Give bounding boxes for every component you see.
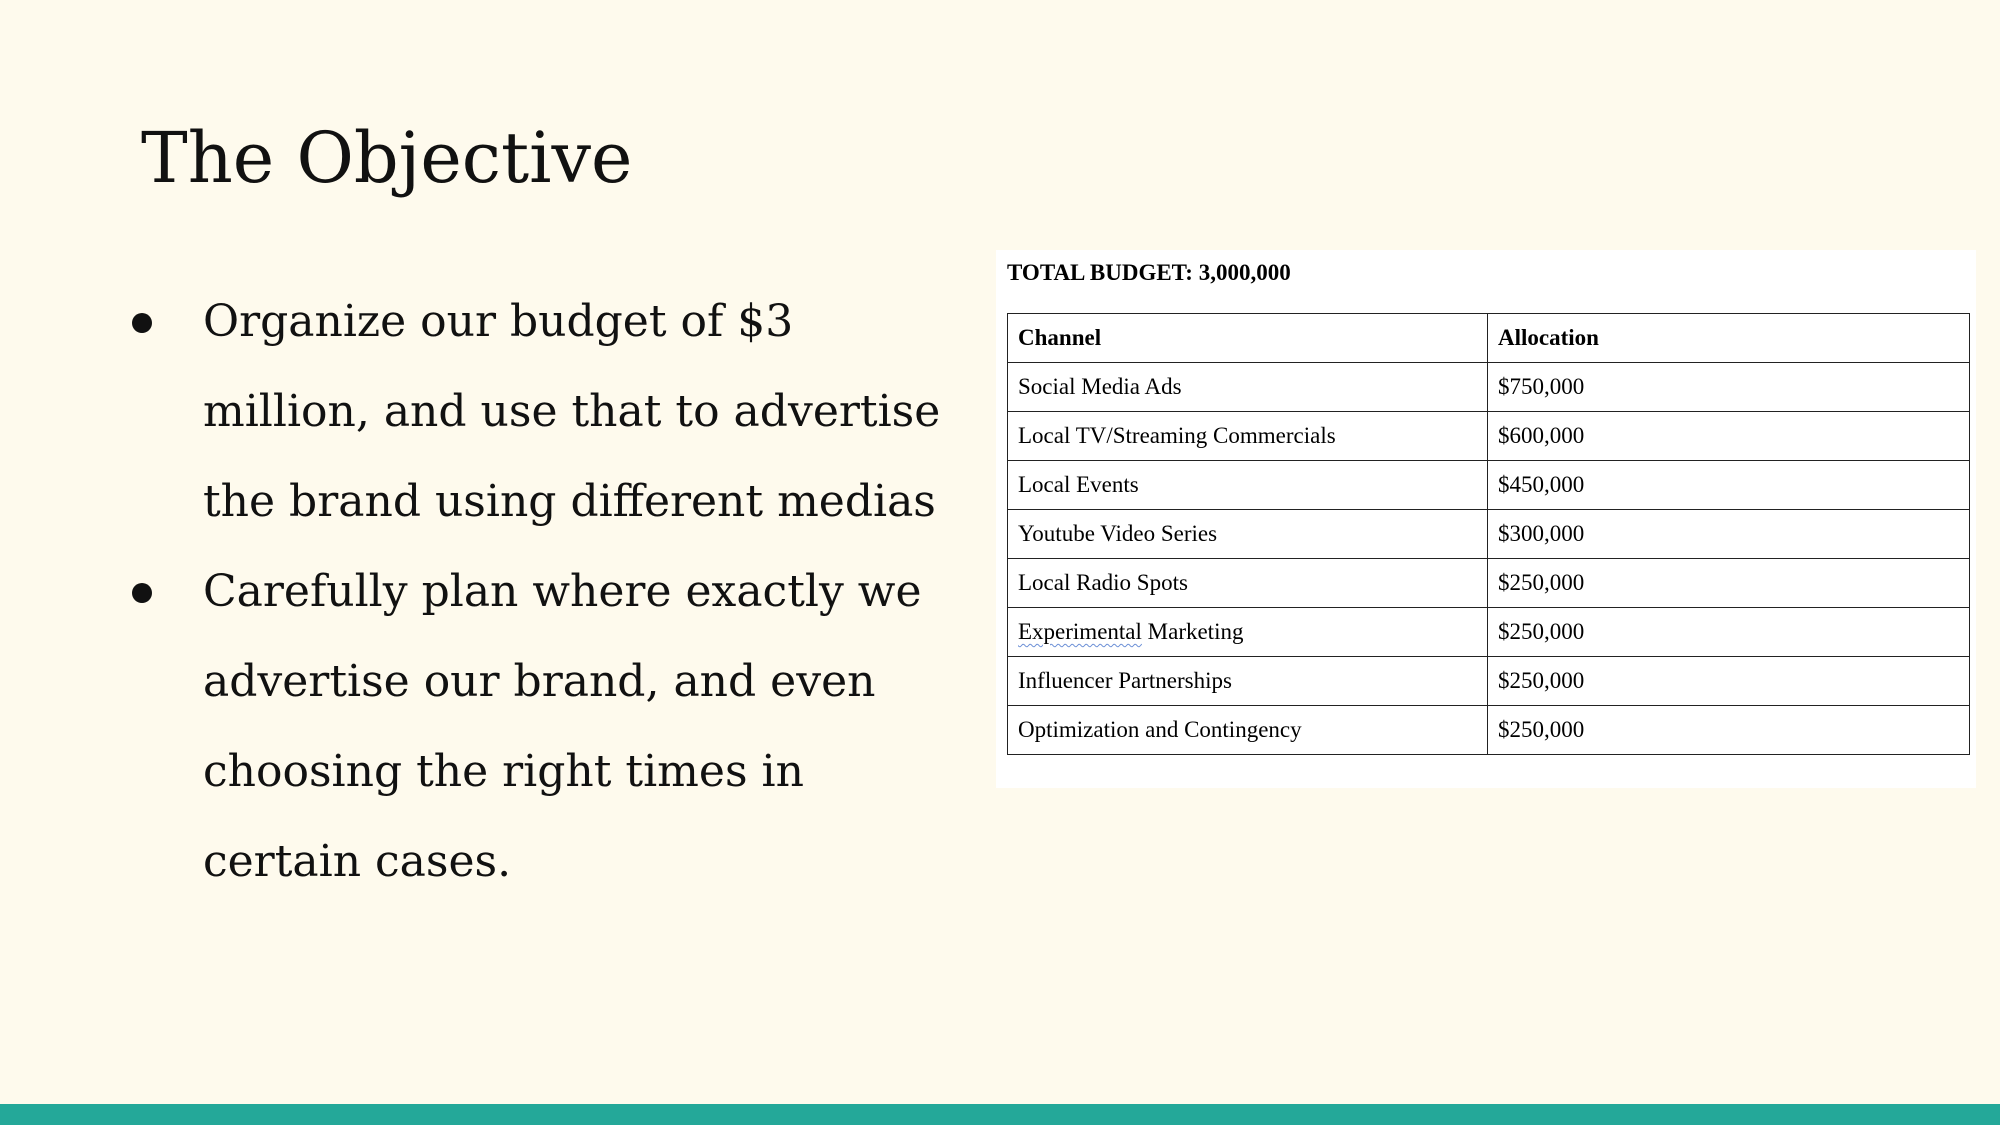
- table-row: [1008, 657, 1970, 706]
- channel-cell: Local TV/Streaming Commercials: [1008, 412, 1488, 461]
- slide-title: The Objective: [141, 117, 633, 199]
- column-header-allocation: Allocation: [1488, 314, 1970, 363]
- spellcheck-underlined-word: Experimental: [1018, 619, 1142, 644]
- budget-table: [1007, 313, 1970, 755]
- table-row: [1008, 706, 1970, 755]
- table-row: [1008, 608, 1970, 657]
- channel-cell: Youtube Video Series: [1008, 510, 1488, 559]
- channel-cell: Local Radio Spots: [1008, 559, 1488, 608]
- table-row: [1008, 510, 1970, 559]
- allocation-cell: $450,000: [1488, 461, 1970, 510]
- table-row: [1008, 461, 1970, 510]
- budget-table-image: [996, 250, 1976, 788]
- channel-cell: Influencer Partnerships: [1008, 657, 1488, 706]
- table-header-row: [1008, 314, 1970, 363]
- channel-cell: Optimization and Contingency: [1008, 706, 1488, 755]
- table-row: [1008, 363, 1970, 412]
- column-header-channel: Channel: [1008, 314, 1488, 363]
- channel-cell: [1008, 608, 1488, 657]
- table-row: [1008, 412, 1970, 461]
- bullet-dot-icon: [132, 583, 152, 603]
- bullet-item: [130, 277, 960, 547]
- allocation-cell: $250,000: [1488, 657, 1970, 706]
- allocation-cell: $300,000: [1488, 510, 1970, 559]
- bullet-list: [130, 277, 960, 907]
- bullet-item: [130, 547, 960, 907]
- channel-text-rest: Marketing: [1141, 619, 1244, 644]
- allocation-cell: $600,000: [1488, 412, 1970, 461]
- total-budget-heading: TOTAL BUDGET: 3,000,000: [1007, 260, 1291, 285]
- bullet-text: Organize our budget of $3 million, and use that to advertise the brand using different medias: [203, 296, 941, 527]
- table-row: [1008, 559, 1970, 608]
- footer-accent-bar: [0, 1104, 2000, 1125]
- allocation-cell: $750,000: [1488, 363, 1970, 412]
- bullet-dot-icon: [132, 313, 152, 333]
- allocation-cell: $250,000: [1488, 559, 1970, 608]
- channel-cell: Social Media Ads: [1008, 363, 1488, 412]
- allocation-cell: $250,000: [1488, 706, 1970, 755]
- allocation-cell: $250,000: [1488, 608, 1970, 657]
- bullet-text: Carefully plan where exactly we advertise our brand, and even choosing the right times in certain cases.: [203, 566, 922, 887]
- channel-cell: Local Events: [1008, 461, 1488, 510]
